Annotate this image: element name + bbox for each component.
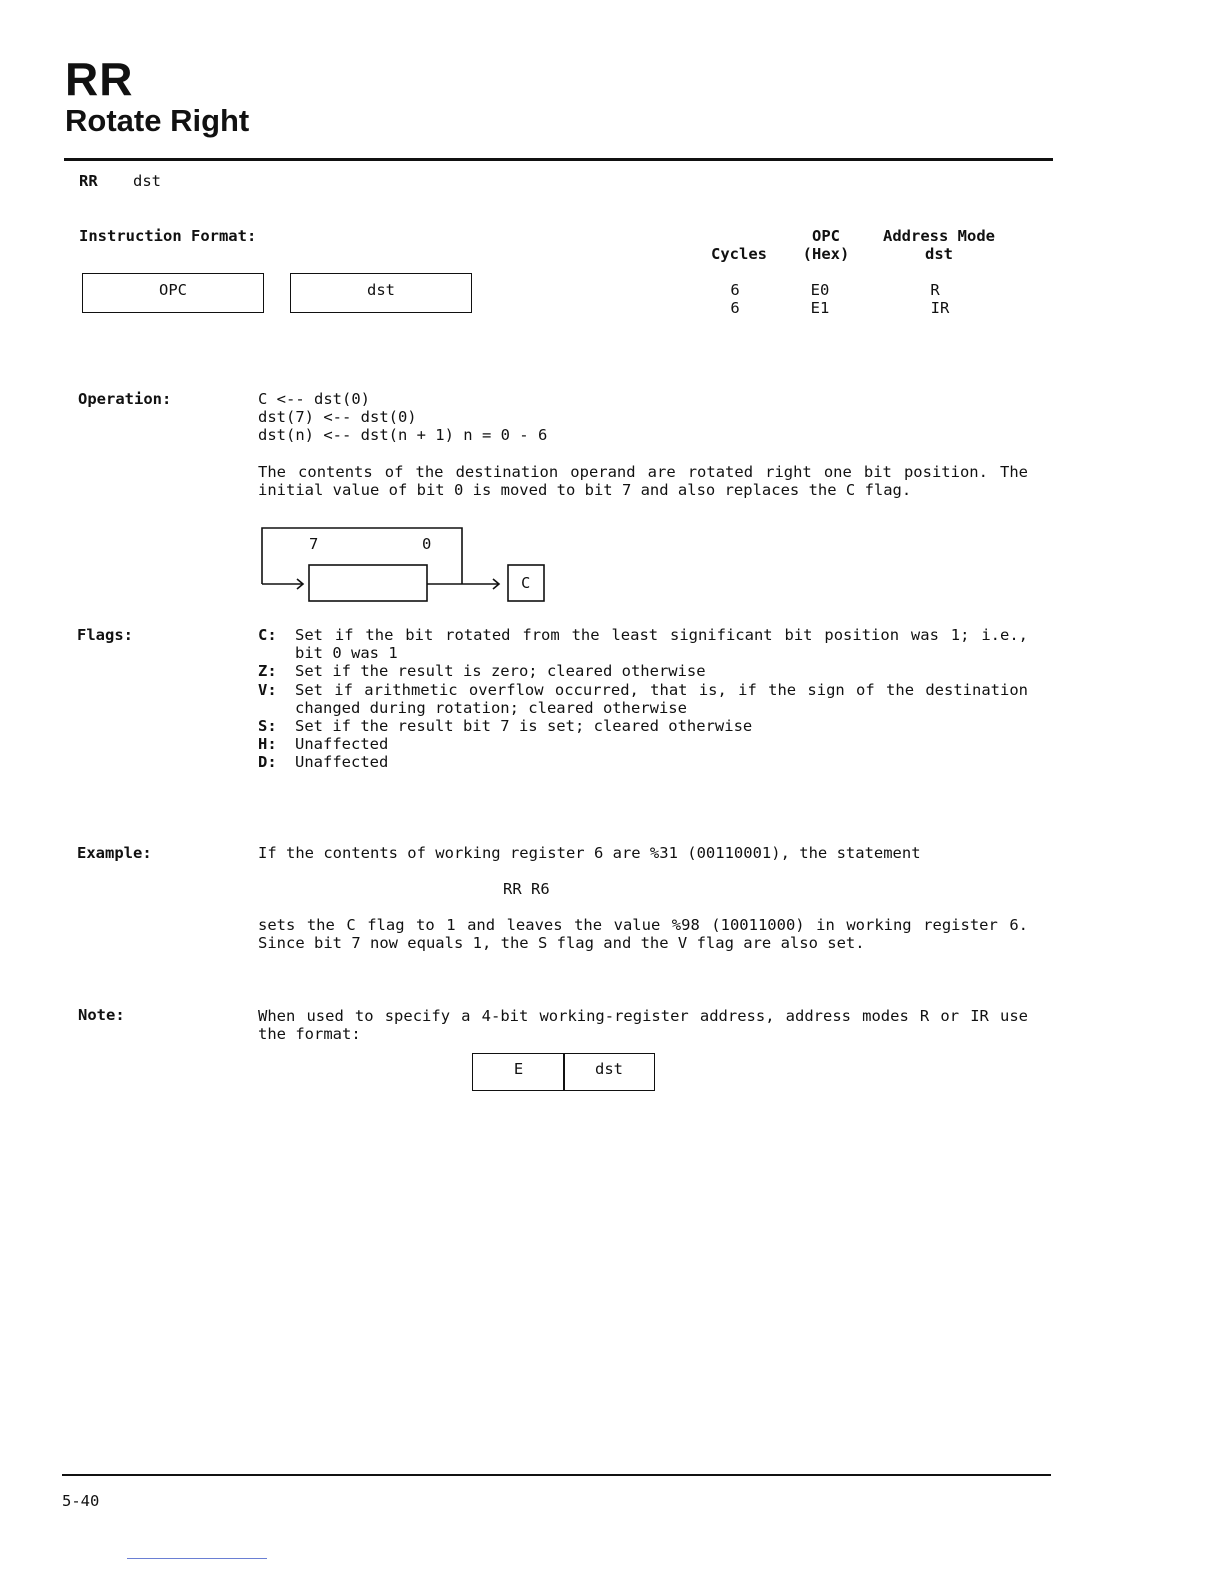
note-box-dst bbox=[563, 1053, 655, 1091]
flag-item-h bbox=[258, 735, 1028, 753]
instruction-format-label: Instruction Format: bbox=[79, 227, 257, 245]
note-box-dst-label: dst bbox=[595, 1060, 623, 1078]
flag-item-z bbox=[258, 662, 1028, 680]
register-frame bbox=[262, 528, 462, 584]
format-box-dst bbox=[290, 273, 472, 313]
operation-lines bbox=[258, 390, 547, 445]
syntax-mnemonic: RR bbox=[79, 172, 98, 190]
table-cell-cycles: 6 bbox=[730, 281, 740, 299]
flag-text: Set if arithmetic overflow occurred, that is, if the sign of the destination changed during rotation; cleared otherwise bbox=[295, 680, 1028, 717]
operation-description: The contents of the destination operand are rotated right one bit position. The initial value of bit 0 is moved to bit 7 and also replaces the C flag. bbox=[258, 463, 1028, 500]
operation-line: C <-- dst(0) bbox=[258, 390, 370, 408]
table-header-mode bbox=[875, 227, 1003, 263]
flag-item-d bbox=[258, 753, 1028, 771]
flag-key: D: bbox=[258, 753, 277, 772]
table-header-cycles: Cycles bbox=[711, 245, 767, 263]
format-box-dst-label: dst bbox=[367, 281, 395, 299]
table-cell-mode: IR bbox=[930, 299, 950, 317]
footer-link-underline bbox=[127, 1558, 267, 1559]
flag-text: Unaffected bbox=[295, 753, 389, 772]
table-cell-cycles: 6 bbox=[730, 299, 740, 317]
table-cell-mode: R bbox=[930, 281, 940, 299]
example-label: Example: bbox=[77, 844, 152, 862]
example-result: sets the C flag to 1 and leaves the value %98 (10011000) in working register 6. Since bit 7 now equals 1, the S flag and the V flag are also set. bbox=[258, 916, 1028, 953]
format-box-opc bbox=[82, 273, 264, 313]
page-number: 5-40 bbox=[62, 1492, 100, 1510]
flags-list bbox=[258, 626, 1028, 772]
diagram-bit-low: 0 bbox=[422, 535, 432, 553]
flags-label: Flags: bbox=[77, 626, 133, 644]
flag-key: H: bbox=[258, 735, 277, 754]
flag-text: Set if the result is zero; cleared otherwise bbox=[295, 662, 706, 681]
flag-text: Set if the bit rotated from the least significant bit position was 1; i.e., bit 0 was 1 bbox=[295, 626, 1028, 663]
example-code: RR R6 bbox=[503, 880, 550, 898]
flag-item-s bbox=[258, 717, 1028, 735]
table-cell-opc: E1 bbox=[810, 299, 830, 317]
header-rule bbox=[64, 158, 1053, 161]
page-title-mnemonic: RR bbox=[65, 53, 134, 105]
rotate-right-diagram bbox=[255, 522, 555, 608]
footer-rule bbox=[62, 1474, 1051, 1476]
flag-text: Unaffected bbox=[295, 735, 389, 754]
diagram-bit-high: 7 bbox=[309, 535, 319, 553]
table-header-opc bbox=[790, 227, 862, 263]
flag-text: Set if the result bit 7 is set; cleared otherwise bbox=[295, 717, 753, 736]
operation-label: Operation: bbox=[78, 390, 172, 408]
example-intro: If the contents of working register 6 are %31 (00110001), the statement bbox=[258, 844, 921, 862]
flag-key: C: bbox=[258, 626, 277, 644]
register-box bbox=[309, 565, 427, 601]
format-box-opc-label: OPC bbox=[159, 281, 187, 299]
flag-item-c bbox=[258, 626, 1028, 662]
diagram-carry-label: C bbox=[521, 574, 531, 592]
table-header-opc-line1: OPC bbox=[812, 227, 840, 245]
flag-key: S: bbox=[258, 717, 277, 736]
flag-key: Z: bbox=[258, 662, 277, 681]
table-header-opc-line2: (Hex) bbox=[802, 245, 850, 264]
note-text: When used to specify a 4-bit working-register address, address modes R or IR use the format: bbox=[258, 1007, 1028, 1044]
note-box-e-label: E bbox=[513, 1060, 524, 1078]
table-cell-opc: E0 bbox=[810, 281, 830, 299]
table-header-mode-line2: dst bbox=[925, 245, 953, 264]
flag-key: V: bbox=[258, 680, 277, 699]
flag-item-v bbox=[258, 681, 1028, 717]
operation-line: dst(7) <-- dst(0) bbox=[258, 408, 417, 427]
table-header-mode-line1: Address Mode bbox=[883, 227, 995, 245]
operation-line: dst(n) <-- dst(n + 1) n = 0 - 6 bbox=[258, 426, 548, 445]
page-title: Rotate Right bbox=[65, 103, 250, 138]
note-box-e bbox=[472, 1053, 565, 1091]
note-label: Note: bbox=[78, 1006, 125, 1024]
syntax-operand: dst bbox=[133, 172, 161, 190]
